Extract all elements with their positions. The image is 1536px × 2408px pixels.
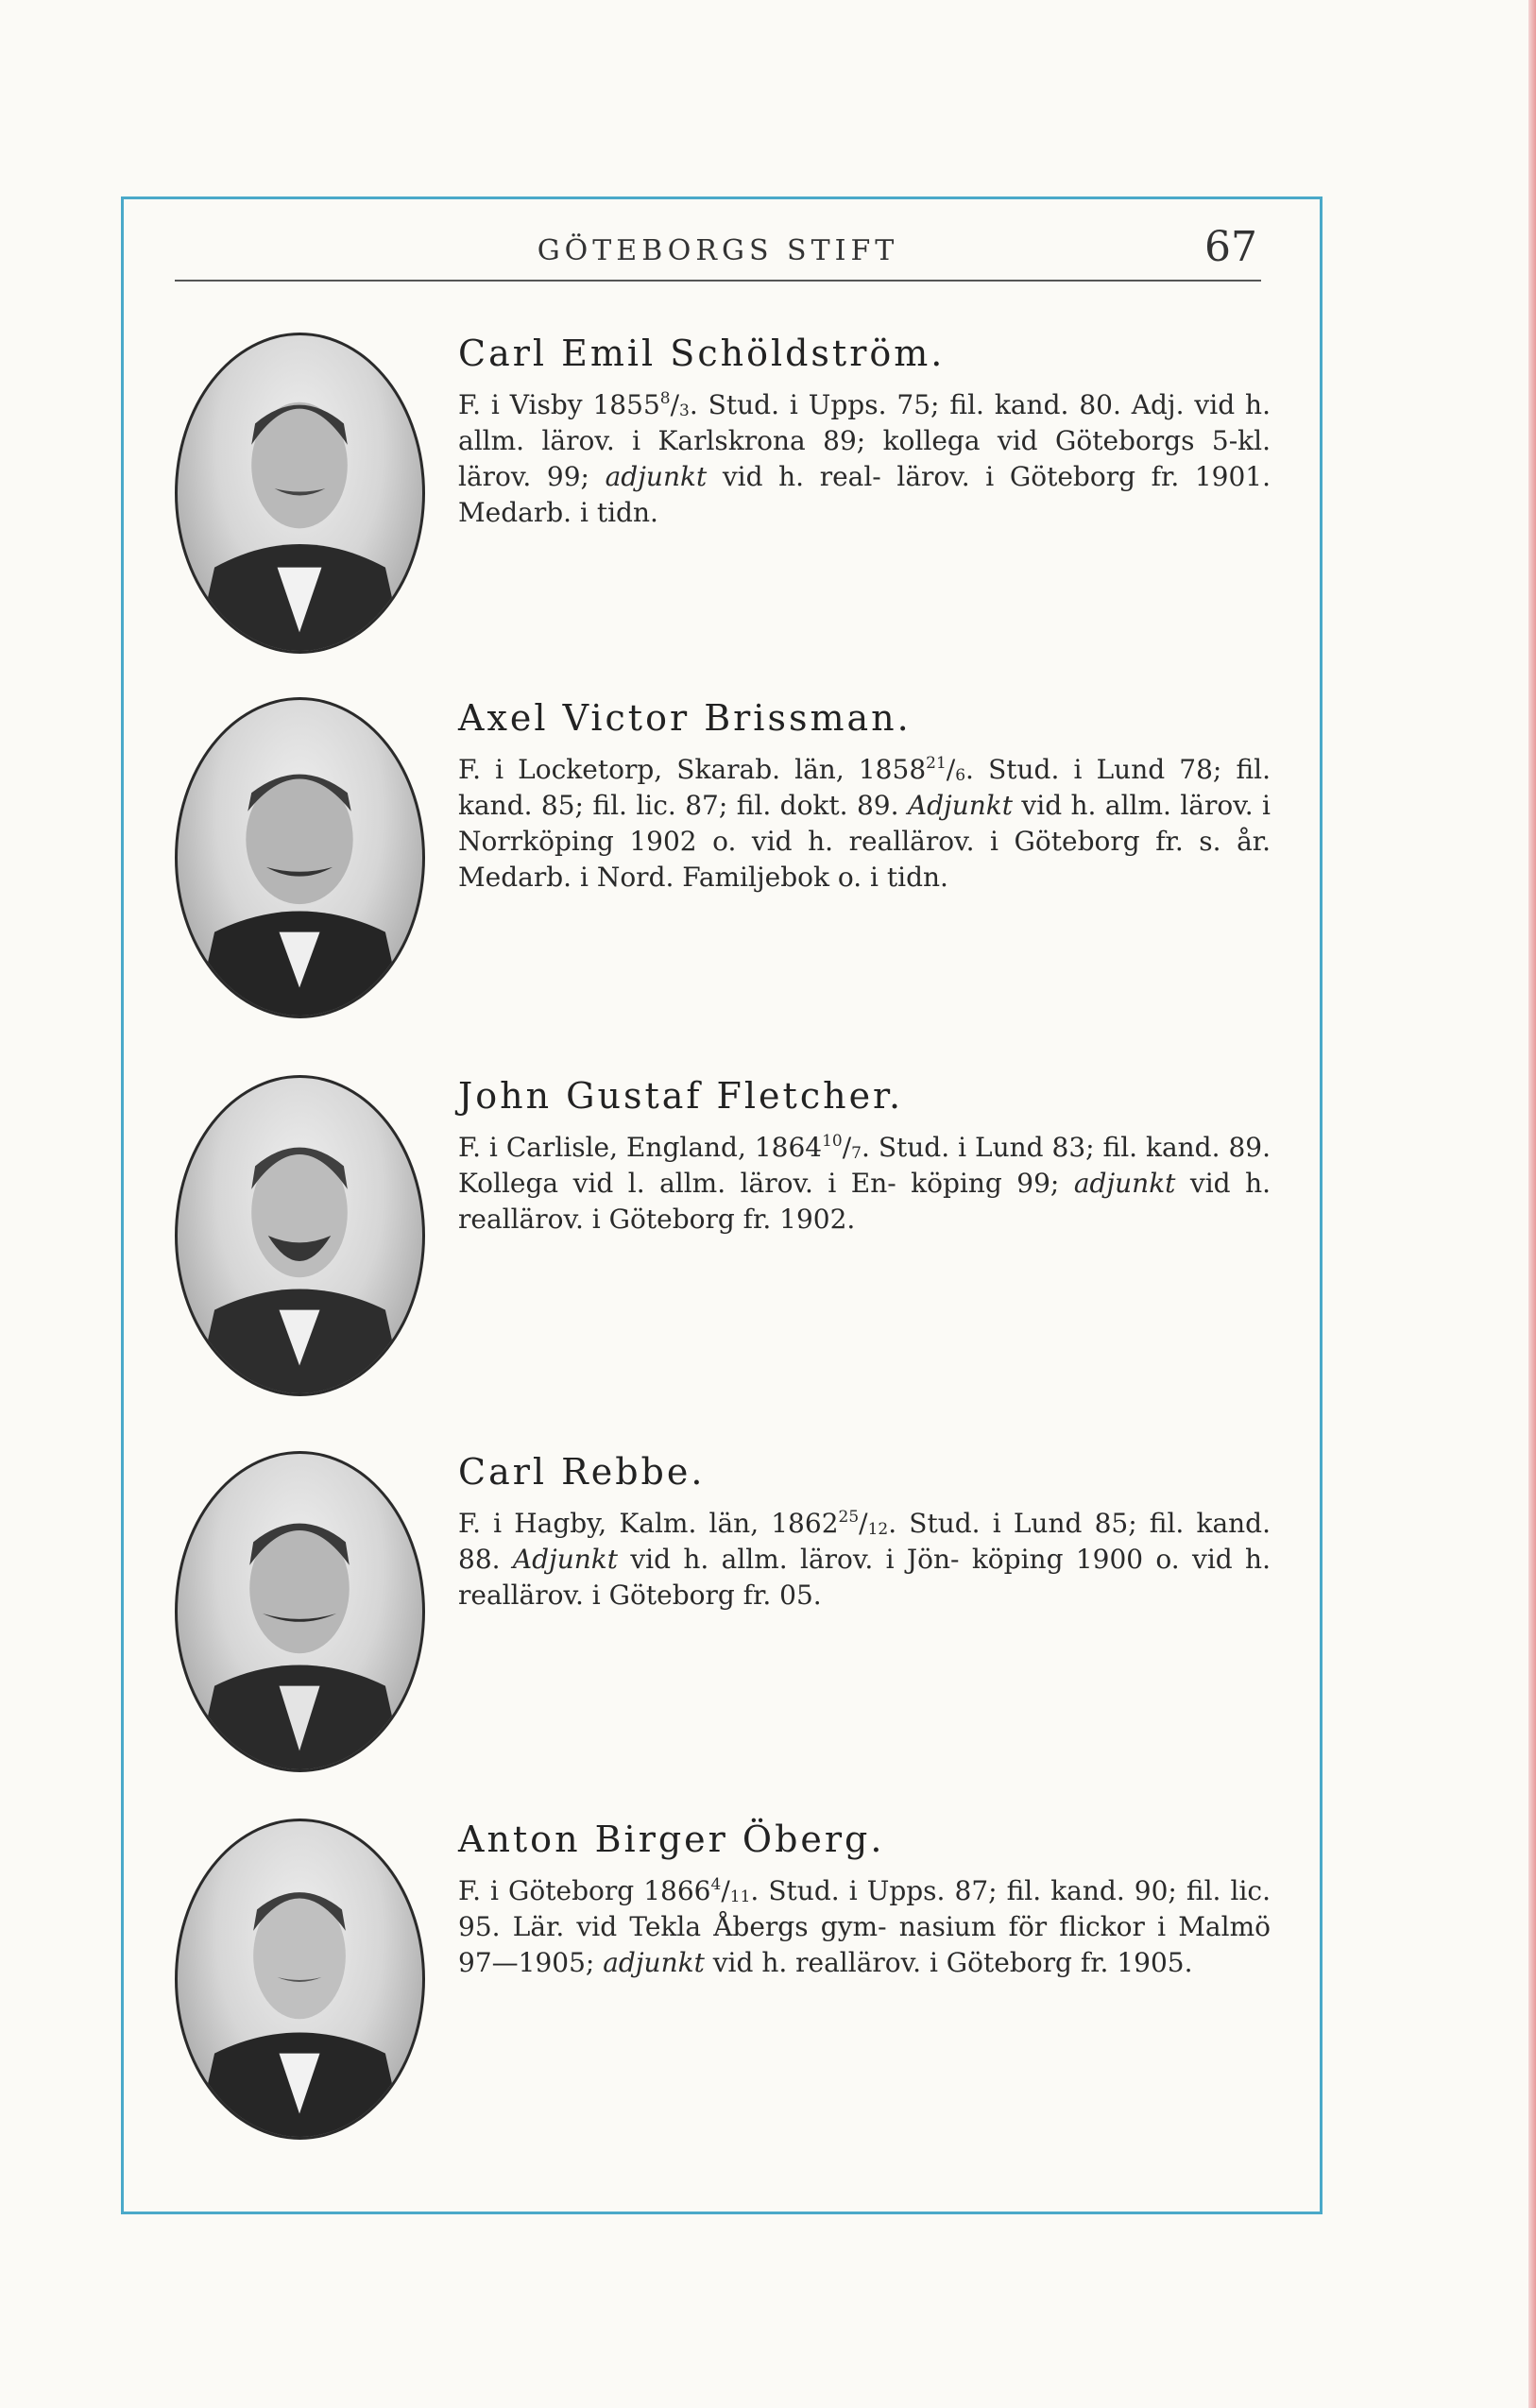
person-name: Axel Victor Brissman. [458, 697, 912, 739]
entry-text [458, 1819, 1271, 1981]
person-name: John Gustaf Fletcher. [458, 1075, 904, 1117]
bio-italic: adjunkt [605, 461, 708, 492]
page-number: 67 [1204, 223, 1257, 271]
entry-text [458, 333, 1271, 531]
bio-text: F. i Hagby, Kalm. län, 1862 [458, 1508, 839, 1539]
page-header [175, 221, 1261, 282]
bio-sub: 6 [955, 766, 966, 785]
bio-text: / [670, 389, 680, 420]
bio-sub: 7 [851, 1144, 862, 1163]
bio-sub: 11 [729, 1887, 751, 1906]
person-name: Carl Rebbe. [458, 1451, 706, 1493]
bio-text: / [842, 1132, 852, 1163]
bio-text: / [721, 1875, 730, 1906]
portrait-photo [175, 697, 425, 1018]
bio-text: F. i Carlisle, England, 1864 [458, 1132, 823, 1163]
bio-sup: 21 [926, 754, 947, 773]
biography [458, 1506, 1271, 1614]
bio-text: vid h. allm. lärov. i Jön- köping 1900 o. vid h. reallärov. i Göteborg fr. 05. [458, 1544, 1271, 1611]
bio-text: F. i Visby 1855 [458, 389, 660, 420]
portrait-photo [175, 1451, 425, 1772]
entry-text [458, 1075, 1271, 1238]
bio-text: . Stud. i Lund 78; fil. kand. 85; fil. lic. 87; fil. dokt. 89. [458, 754, 1271, 821]
bio-text: . Stud. i Upps. 75; fil. kand. 80. Adj. vid h. allm. lärov. i Karlskrona 89; kollega vid Göteborgs 5-kl. lärov. 99; [458, 389, 1271, 492]
biography [458, 1873, 1271, 1981]
bio-italic: adjunkt [603, 1947, 705, 1978]
person-name: Anton Birger Öberg. [458, 1819, 885, 1860]
entry-text [458, 697, 1271, 896]
entry-text [458, 1451, 1271, 1614]
bio-sup: 4 [710, 1875, 722, 1894]
running-head: GÖTEBORGS STIFT [537, 234, 899, 267]
bio-text: F. i Locketorp, Skarab. län, 1858 [458, 754, 927, 785]
portrait-photo [175, 333, 425, 654]
bio-text: . Stud. i Lund 85; fil. kand. 88. [458, 1508, 1271, 1575]
bio-text: vid h. reallärov. i Göteborg fr. 1905. [704, 1947, 1193, 1978]
bio-text: vid h. real- lärov. i Göteborg fr. 1901. Medarb. i tidn. [458, 461, 1271, 528]
bio-text: / [859, 1508, 868, 1539]
bio-text: . Stud. i Upps. 87; fil. kand. 90; fil. lic. 95. Lär. vid Tekla Åbergs gym- nasium för flickor i Malmö 97—1905; [458, 1875, 1271, 1978]
biography [458, 752, 1271, 896]
bio-text: vid h. allm. lärov. i Norrköping 1902 o. vid h. reallärov. i Göteborg fr. s. år. Medarb. i Nord. Familjebok o. i tidn. [458, 790, 1271, 893]
bio-sub: 12 [867, 1520, 889, 1539]
page-edge [1528, 0, 1536, 2408]
portrait-photo [175, 1075, 425, 1396]
bio-sup: 10 [822, 1132, 843, 1151]
bio-italic: Adjunkt [907, 790, 1014, 821]
bio-text: . Stud. i Lund 83; fil. kand. 89. Kollega vid l. allm. lärov. i En- köping 99; [458, 1132, 1271, 1199]
biography [458, 387, 1271, 531]
bio-text: F. i Göteborg 1866 [458, 1875, 711, 1906]
bio-sup: 8 [659, 389, 671, 408]
person-name: Carl Emil Schöldström. [458, 333, 946, 374]
bio-sup: 25 [838, 1508, 860, 1527]
bio-text: vid h. reallärov. i Göteborg fr. 1902. [458, 1168, 1271, 1235]
bio-text: / [946, 754, 956, 785]
biography [458, 1130, 1271, 1238]
bio-italic: adjunkt [1073, 1168, 1176, 1199]
bio-italic: Adjunkt [512, 1544, 618, 1575]
portrait-photo [175, 1819, 425, 2140]
bio-sub: 3 [679, 401, 690, 420]
